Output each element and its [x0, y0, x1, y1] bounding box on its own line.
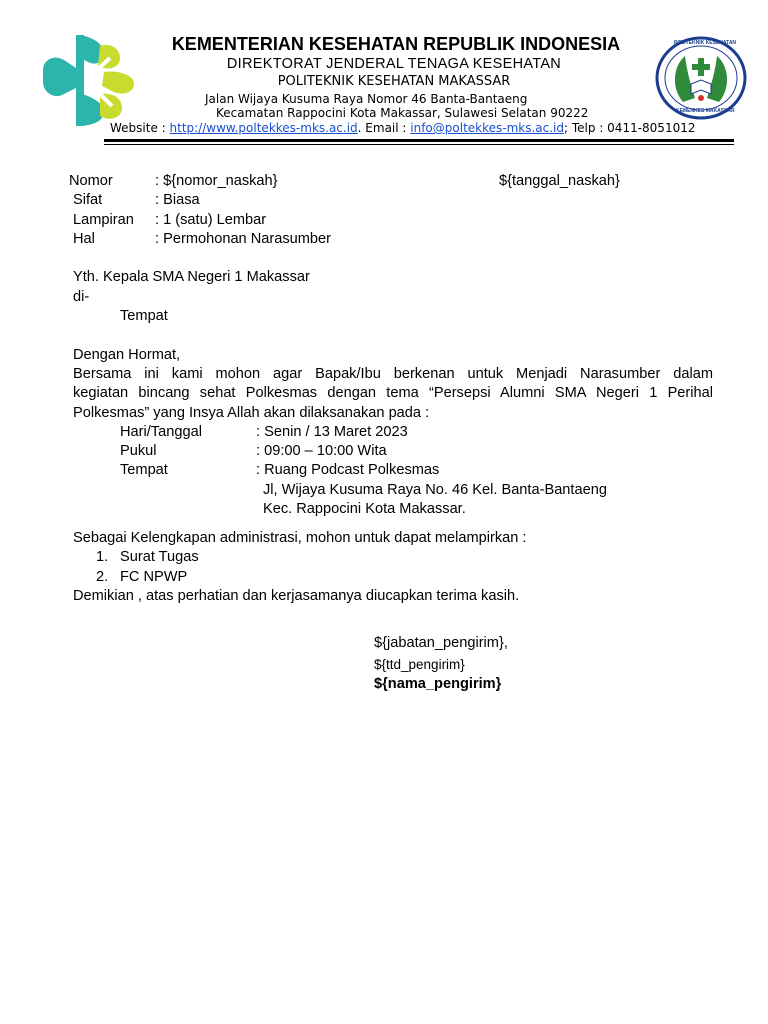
paragraph-line-1: Bersama ini kami mohon agar Bapak/Ibu berkenan untuk Menjadi Narasumber dalam: [73, 366, 713, 382]
email-link[interactable]: info@poltekkes-mks.ac.id: [410, 121, 565, 135]
header-rule-thin: [104, 144, 734, 145]
seal-text-top: POLITEKNIK KESEHATAN: [674, 40, 737, 46]
date-value: ${tanggal_naskah}: [499, 173, 620, 189]
greeting: Dengan Hormat,: [73, 347, 181, 363]
header-rule-thick: [104, 139, 734, 142]
place-line-2: Jl, Wijaya Kusuma Raya No. 46 Kel. Banta-Bantaeng: [263, 482, 607, 498]
time-label: Pukul: [120, 443, 157, 459]
seal-text-bottom: KEMENKES MAKASSAR: [676, 108, 735, 114]
attachment-item-1: Surat Tugas: [120, 549, 199, 565]
address-line-1: Jalan Wijaya Kusuma Raya Nomor 46 Banta-Bantaeng: [205, 92, 528, 106]
place-label: Tempat: [120, 462, 168, 478]
website-label: Website :: [110, 121, 170, 135]
institution-title: POLITEKNIK KESEHATAN MAKASSAR: [277, 74, 511, 89]
hal-value: : Permohonan Narasumber: [155, 231, 332, 247]
signature-name: ${nama_pengirim}: [374, 676, 502, 692]
nomor-label: Nomor: [69, 173, 113, 189]
sifat-value: : Biasa: [155, 192, 200, 208]
time-value: : 09:00 – 10:00 Wita: [256, 443, 387, 459]
nomor-value: : ${nomor_naskah}: [155, 173, 278, 189]
signature-ttd: ${ttd_pengirim}: [374, 657, 465, 672]
day-value: : Senin / 13 Maret 2023: [256, 424, 408, 440]
place-value: : Ruang Podcast Polkesmas: [256, 462, 440, 478]
directorate-title: DIREKTORAT JENDERAL TENAGA KESEHATAN: [226, 56, 562, 72]
closing-sentence: Demikian , atas perhatian dan kerjasamanya diucapkan terima kasih.: [73, 588, 520, 604]
attachment-item-2: FC NPWP: [120, 569, 188, 585]
phone-text: ; Telp : 0411-8051012: [564, 121, 696, 135]
attachment-num-1: 1.: [96, 549, 109, 565]
paragraph-line-2: kegiatan bincang sehat Polkesmas dengan tema “Persepsi Alumni SMA Negeri 1 Perihal: [73, 385, 713, 402]
recipient-line-2: di-: [73, 289, 90, 305]
body-paragraph: [73, 365, 713, 423]
day-label: Hari/Tanggal: [120, 424, 202, 440]
attachment-num-2: 2.: [96, 569, 109, 585]
lampiran-value: : 1 (satu) Lembar: [155, 212, 267, 228]
recipient-line-1: Yth. Kepala SMA Negeri 1 Makassar: [73, 269, 310, 285]
recipient-line-3: Tempat: [120, 308, 168, 324]
place-line-3: Kec. Rappocini Kota Makassar.: [263, 501, 466, 517]
signature-position: ${jabatan_pengirim},: [374, 635, 508, 651]
contact-line: [110, 121, 695, 135]
website-link[interactable]: http://www.poltekkes-mks.ac.id: [169, 121, 358, 135]
attachments-intro: Sebagai Kelengkapan administrasi, mohon untuk dapat melampirkan :: [73, 530, 527, 546]
hal-label: Hal: [73, 231, 95, 247]
ministry-title: KEMENTERIAN KESEHATAN REPUBLIK INDONESIA: [171, 34, 621, 54]
lampiran-label: Lampiran: [73, 212, 134, 228]
sifat-label: Sifat: [73, 192, 103, 208]
email-label: . Email :: [357, 121, 411, 135]
paragraph-line-3: Polkesmas” yang Insya Allah akan dilaksanakan pada :: [73, 404, 430, 421]
address-line-2: Kecamatan Rappocini Kota Makassar, Sulawesi Selatan 90222: [216, 106, 589, 120]
